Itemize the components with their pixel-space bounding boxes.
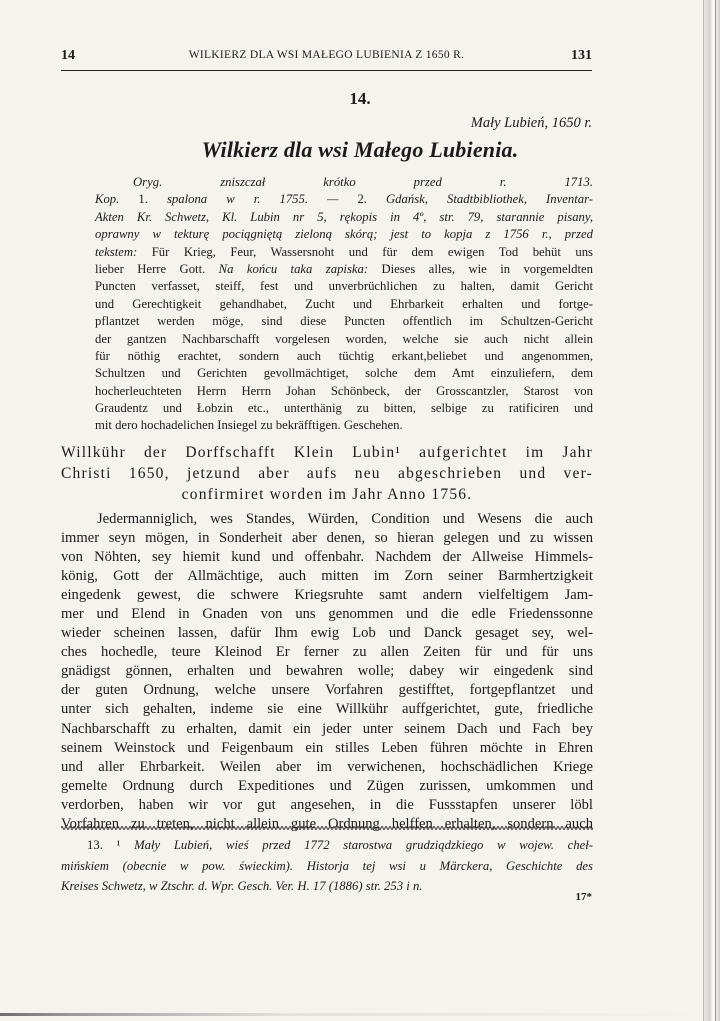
text-segment: der gantzen Nachbarschafft vorgelesen worden, welche sie auch nicht allein <box>95 331 593 346</box>
text-line: eingedenk gewest, die schwere Kriegsruhte samt andern vielfeltigem Jam- <box>61 587 593 604</box>
source-line <box>95 174 593 191</box>
text-segment: Dieses alles, wie in vorgemeldten <box>381 261 593 276</box>
source-line <box>95 383 593 400</box>
text-segment: Gdańsk, Stadtbibliothek, Inventar- <box>386 192 594 207</box>
source-line <box>95 400 593 417</box>
footnote-line <box>61 835 593 856</box>
text-segment: Na końcu taka zapiska: <box>218 261 382 276</box>
text-line: immer seyn mögen, in Sonderheit aber denen, so hieran gelegen und zu wissen <box>61 530 593 547</box>
text-segment: Akten Kr. Schwetz, Kl. Lubin nr 5, rękopis in 4º, str. 79, starannie pisany, <box>95 209 593 224</box>
source-line <box>95 209 593 226</box>
text-line: Jedermanniglich, wes Standes, Würden, Condition und Wesens die auch <box>97 511 593 527</box>
text-segment: mit dero hochadelichen Insiegel zu bekräfftigen. Geschehen. <box>95 418 403 433</box>
source-line <box>95 331 593 348</box>
text-line: verdorben, haben wir vor gut angesehen, in die Fussstapfen unserer löbl <box>61 796 593 813</box>
text-segment: tekstem: <box>95 244 152 259</box>
footnote-separator <box>61 825 593 831</box>
text-line: gnädigst gönnen, erhalten und bewahren wolle; dabey wir eingedenk sind <box>61 663 593 680</box>
text-segment: 1. <box>138 192 167 207</box>
text-segment: Oryg. zniszczał krótko przed r. 1713. <box>133 175 593 189</box>
text-line: unter sich gehalten, indeme sie eine Willkühr auffgerichtet, gute, friedliche <box>61 701 593 718</box>
text-line: der guten Ordnung, welche unsere Vorfahren gestifftet, fortgepflantzet und <box>61 682 593 699</box>
text-segment: oprawny w tekturę pociągniętą zieloną skórą; jest to kopja z 1756 r., przed <box>95 227 593 242</box>
source-line <box>95 417 593 434</box>
running-header <box>61 48 592 68</box>
text-segment: mińskiem (obecnie w pow. świeckim). Historja tej wsi u Märckera, Geschichte des <box>61 858 593 873</box>
text-segment: 13. <box>87 838 117 852</box>
text-segment: Puncten verfasset, steiff, fest und unverbrüchlichen zu halten, damit Gericht <box>95 279 593 294</box>
text-segment: lieber Herre Gott. <box>95 261 219 276</box>
text-segment: Für Krieg, Feur, Wassersnoht und für dem ewigen Tod behüt uns <box>151 244 593 259</box>
text-line: seinem Weinstock und Feigenbaum ein stilles Leben führen möchte in Ehren <box>61 739 593 756</box>
main-text <box>61 510 593 834</box>
text-line: gemelte Ordnung durch Expeditiones und Zügen zurissen, umkommen und <box>61 777 593 794</box>
text-segment: Schultzen und Gerichten gevollmächtiget, solche dem Amt einzuliefern, dem <box>95 366 593 381</box>
text-segment: pflantzet werden möge, sind diese Puncten offentlich im Schultzen-Gericht <box>95 314 593 329</box>
source-line <box>95 296 593 313</box>
source-notes <box>95 174 593 435</box>
text-segment: ¹ <box>116 838 135 852</box>
text-segment: 2. <box>357 192 387 207</box>
footnote-line <box>61 876 593 897</box>
page-number-right: 131 <box>571 48 592 63</box>
heading-line: confirmiret worden im Jahr Anno 1756. <box>181 486 473 503</box>
source-line <box>95 226 593 243</box>
running-title: WILKIERZ DLA WSI MAŁEGO LUBIENIA Z 1650 R. <box>188 49 465 61</box>
source-line <box>95 191 593 208</box>
source-line <box>95 313 593 330</box>
heading-line: Christi 1650, jetzund aber aufs neu abgeschrieben und ver- <box>61 465 593 482</box>
page-edge <box>703 0 720 1021</box>
text-segment: Graudentz und Łobzin etc., unterthänig zu bitten, selbige zu ratificiren und <box>95 401 593 416</box>
document-heading <box>61 442 593 505</box>
place-date: Mały Lubień, 1650 r. <box>470 115 592 131</box>
scan-edge <box>0 1013 704 1016</box>
document-title: Wilkierz dla wsi Małego Lubienia. <box>201 137 519 162</box>
footnote <box>61 835 593 897</box>
text-segment: spalona w r. 1755. — <box>166 192 358 207</box>
text-line: könig, Gott der Allmächtige, auch mitten im Zorn seiner Barmhertzigkeit <box>61 568 593 585</box>
text-segment: Mały Lubień, wieś przed 1772 starostwa grudziądzkiego w wojew. cheł- <box>134 838 593 852</box>
text-line: wieder scheinen lassen, dafür Ihm ewig Lob und Danck gesaget sey, wel- <box>61 625 593 642</box>
text-line: mer und Elend in Gnaden von uns genommen und die edle Friedenssonne <box>61 606 593 623</box>
source-line <box>95 348 593 365</box>
document-number: 14. <box>349 89 371 108</box>
text-segment: hocherleuchteten Herrn Herrn Johan Schönbeck, der Grosscantzler, Starost von <box>95 383 593 398</box>
text-segment: Kop. <box>95 192 139 207</box>
footnote-line <box>61 856 593 877</box>
sheet-signature: 17* <box>575 891 592 903</box>
source-line <box>95 261 593 278</box>
header-rule <box>61 70 592 71</box>
source-line <box>95 278 593 295</box>
text-segment: Kreises Schwetz, w Ztschr. d. Wpr. Gesch. Ver. H. 17 (1886) str. 253 i n. <box>61 879 423 893</box>
text-segment: und Gerechtigkeit gehandhabet, Zucht und Ehrbarkeit erhalten und fortge- <box>95 296 593 311</box>
page-number-left: 14 <box>61 48 75 63</box>
text-line: Nachbarschafft zu erhalten, damit ein jeder unter seinem Dach und Fach bey <box>61 720 593 737</box>
text-line: und aller Ehrbarkeit. Weilen aber im verwichenen, hochschädlichen Kriege <box>61 758 593 775</box>
text-line: von Nöhten, sey hiemit kund und offenbahr. Nachdem der Allweise Himmels- <box>61 549 593 566</box>
text-segment: für nöthig erachtet, sondern auch tüchtig erkant,beliebet und angenommen, <box>95 348 593 363</box>
text-line: Vorfahren zu treten, nicht allein gute Ordnung helffen erhalten, sondern auch <box>61 815 593 832</box>
text-line: ches hochedle, teure Kleinod Er ferner zu allen Zeiten für und für uns <box>61 644 593 661</box>
heading-line: Willkühr der Dorffschafft Klein Lubin¹ aufgerichtet im Jahr <box>61 444 593 461</box>
source-line <box>95 244 593 261</box>
source-line <box>95 365 593 382</box>
